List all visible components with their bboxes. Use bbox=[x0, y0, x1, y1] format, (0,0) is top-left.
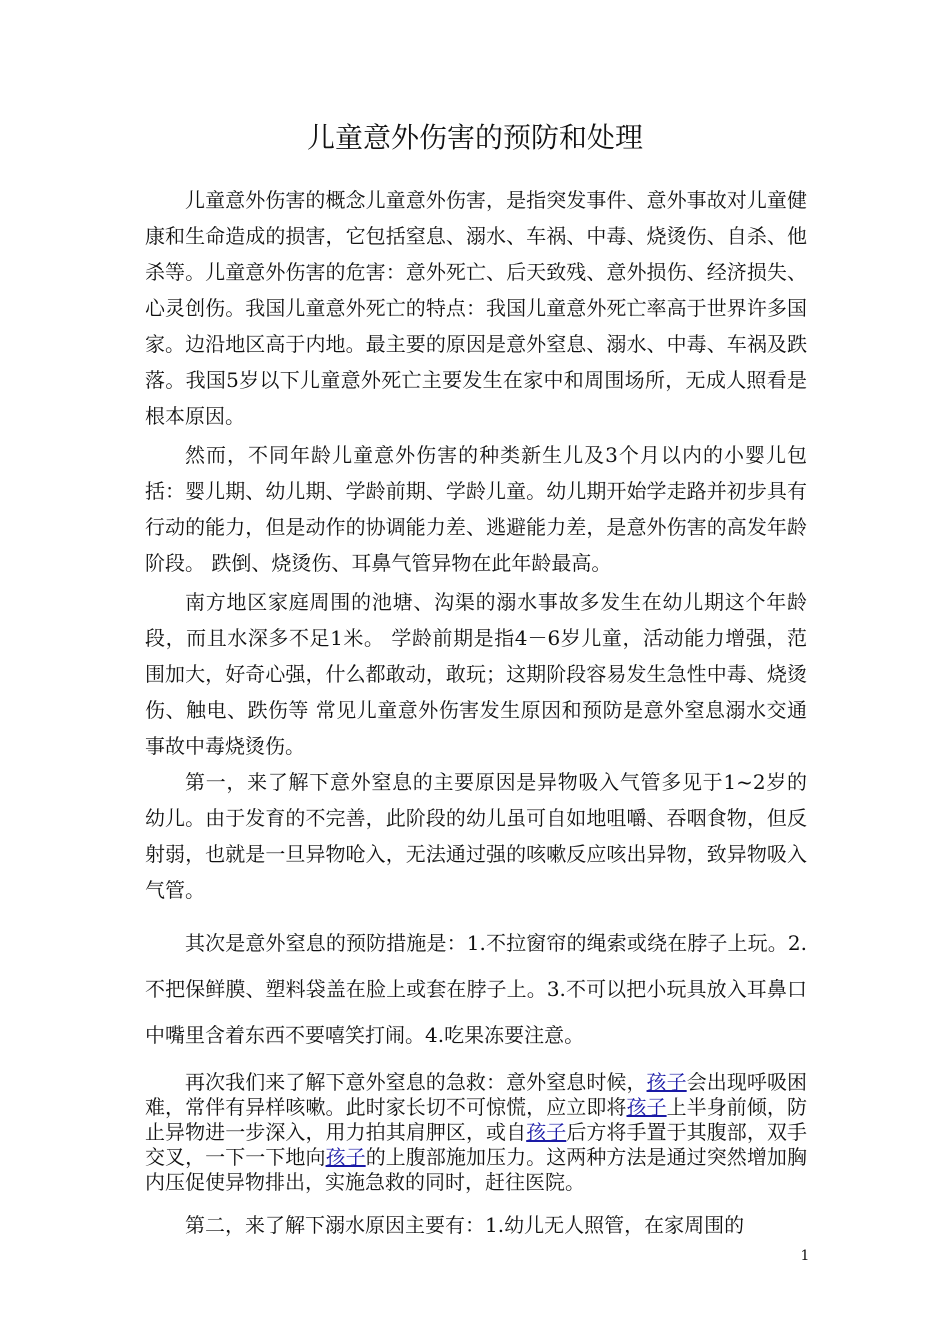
paragraph-suffocation-rescue bbox=[145, 1070, 807, 1195]
rescue-text-4: 后方将手置于其腹部，双手交叉，一下一下地向 bbox=[145, 1120, 807, 1169]
rescue-text-2: 会出现呼吸困难，常伴有异样咳嗽。此时家长切不可惊慌，应立即将 bbox=[145, 1070, 808, 1119]
document-body bbox=[145, 182, 807, 1243]
paragraph-preschool: 南方地区家庭周围的池塘、沟渠的溺水事故多发生在幼儿期这个年龄段，而且水深多不足1米。 学龄前期是指4－6岁儿童，活动能力增强，范围加大，好奇心强，什么都敢动，敢玩；这期阶段容易发生急性中毒、烧烫伤、触电、跌伤等 常见儿童意外伤害发生原因和预防是意外窒息溺水交通事故中毒烧烫伤。 bbox=[145, 590, 807, 758]
paragraph-suffocation-cause: 第一，来了解下意外窒息的主要原因是异物吸入气管多见于1~2岁的幼儿。由于发育的不完善，此阶段的幼儿虽可自如地咀嚼、吞咽食物，但反射弱，也就是一旦异物呛入，无法通过强的咳嗽反应咳出异物，致异物吸入气管。 bbox=[145, 770, 807, 902]
rescue-text-3: 上半身前倾，防止异物进一步深入，用力拍其肩胛区，或自 bbox=[145, 1095, 807, 1144]
rescue-text-1: 再次我们来了解下意外窒息的急救：意外窒息时候， bbox=[185, 1070, 647, 1094]
paragraph-age-types: 然而，不同年龄儿童意外伤害的种类新生儿及3个月以内的小婴儿包括：婴儿期、幼儿期、学龄前期、学龄儿童。幼儿期开始学走路并初步具有行动的能力，但是动作的协调能力差、逃避能力差，是意外伤害的高发年龄阶段。 跌倒、烧烫伤、耳鼻气管异物在此年龄最高。 bbox=[145, 443, 807, 575]
child-link-2[interactable]: 孩子 bbox=[626, 1095, 667, 1119]
child-link-4[interactable]: 孩子 bbox=[325, 1145, 366, 1169]
paragraph-drowning-cause: 第二，来了解下溺水原因主要有：1.幼儿无人照管，在家周围的 bbox=[185, 1213, 745, 1237]
rescue-text-5: 的上腹部施加压力。这两种方法是通过突然增加胸内压促使异物排出，实施急救的同时，赶往医院。 bbox=[145, 1145, 807, 1194]
child-link-1[interactable]: 孩子 bbox=[646, 1070, 687, 1094]
paragraph-suffocation-prevention: 其次是意外窒息的预防措施是：1.不拉窗帘的绳索或绕在脖子上玩。2.不把保鲜膜、塑料袋盖在脸上或套在脖子上。3.不可以把小玩具放入耳鼻口中嘴里含着东西不要嘻笑打闹。4.吃果冻要注意。 bbox=[145, 931, 807, 1047]
page-number: 1 bbox=[800, 1248, 810, 1264]
paragraph-definition: 儿童意外伤害的概念儿童意外伤害，是指突发事件、意外事故对儿童健康和生命造成的损害，它包括窒息、溺水、车祸、中毒、烧烫伤、自杀、他杀等。儿童意外伤害的危害：意外死亡、后天致残、意外损伤、经济损失、心灵创伤。我国儿童意外死亡的特点：我国儿童意外死亡率高于世界许多国家。边沿地区高于内地。最主要的原因是意外窒息、溺水、中毒、车祸及跌落。我国5岁以下儿童意外死亡主要发生在家中和周围场所，无成人照看是根本原因。 bbox=[145, 188, 807, 428]
document-title: 儿童意外伤害的预防和处理 bbox=[306, 121, 643, 154]
child-link-3[interactable]: 孩子 bbox=[526, 1120, 567, 1144]
